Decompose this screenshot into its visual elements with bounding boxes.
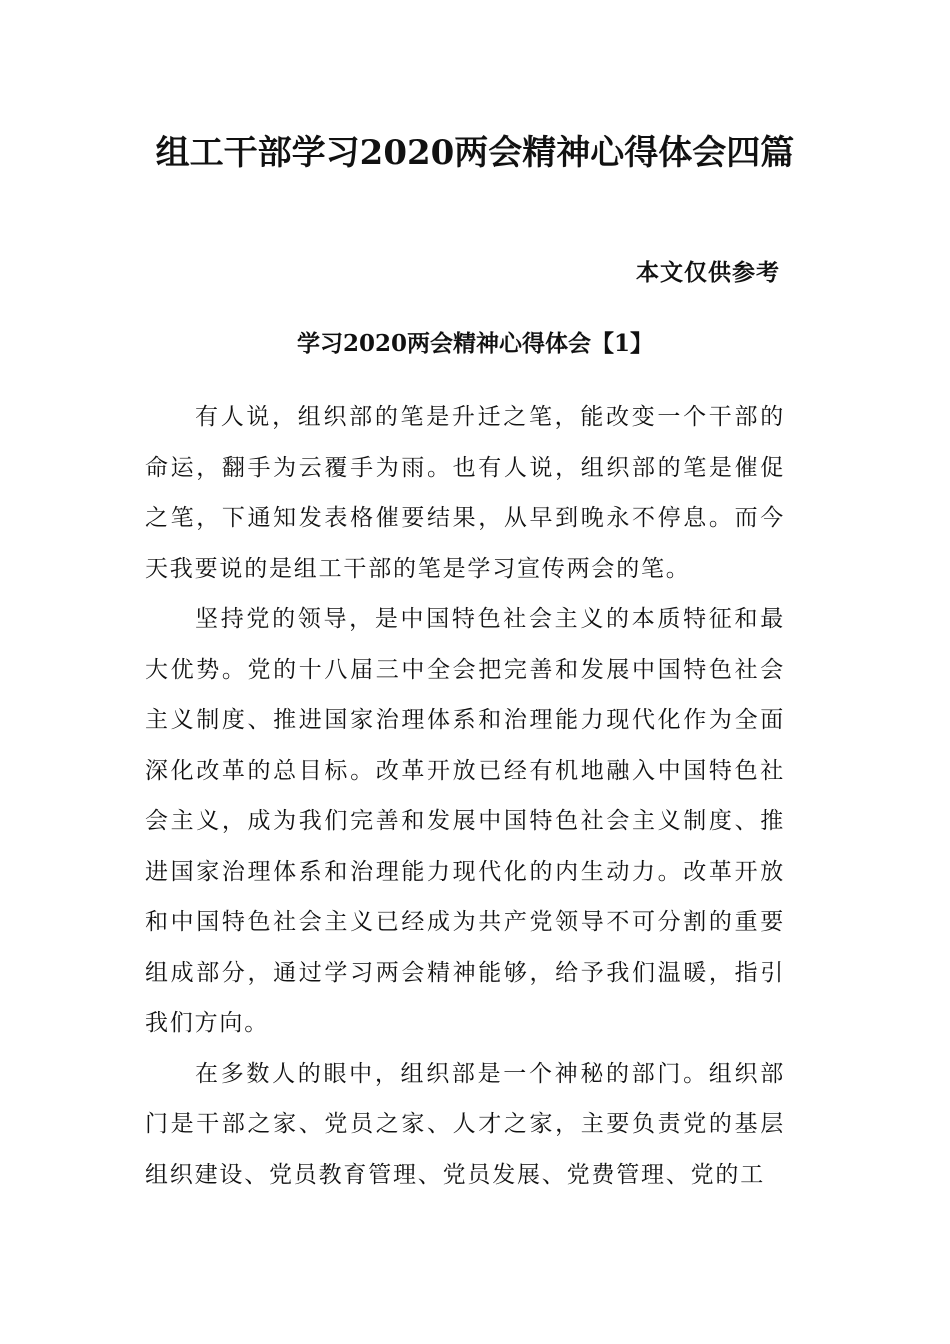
paragraph: 在多数人的眼中，组织部是一个神秘的部门。组织部门是干部之家、党员之家、人才之家，主要负责党的基层组织建设、党员教育管理、党员发展、党费管理、党的工	[145, 1060, 785, 1188]
paragraph: 坚持党的领导，是中国特色社会主义的本质特征和最大优势。党的十八届三中全会把完善和发展中国特色社会主义制度、推进国家治理体系和治理能力现代化作为全面深化改革的总目标。改革开放已经有机地融入中国特色社会主义，成为我们完善和发展中国特色社会主义制度、推进国家治理体系和治理能力现代化的内生动力。改革开放和中国特色社会主义已经成为共产党领导不可分割的重要组成部分，通过学习两会精神能够，给予我们温暖，指引我们方向。	[145, 606, 785, 1036]
paragraph: 有人说，组织部的笔是升迁之笔，能改变一个干部的命运，翻手为云覆手为雨。也有人说，组织部的笔是催促之笔，下通知发表格催要结果，从早到晚永不停息。而今天我要说的是组工干部的笔是学习宣传两会的笔。	[145, 404, 785, 582]
section-heading: 学习2020两会精神心得体会【1】	[296, 330, 654, 357]
document-title: 组工干部学习2020两会精神心得体会四篇	[155, 133, 795, 173]
document-body	[145, 392, 785, 1200]
reference-note: 本文仅供参考	[636, 259, 780, 286]
